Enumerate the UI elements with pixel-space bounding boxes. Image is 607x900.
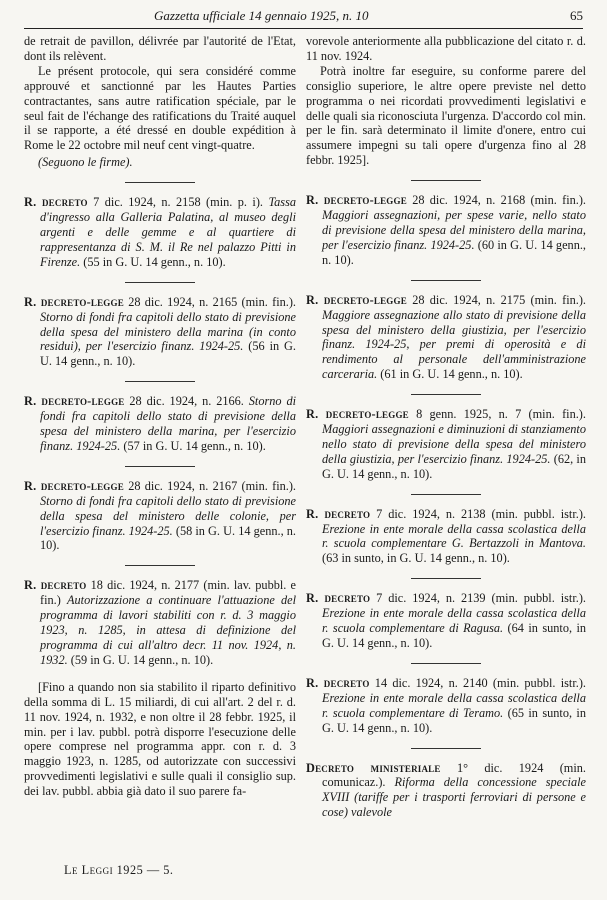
decree-desc: Erezione in ente morale della cassa scolastica della r. scuola complementare G. Bertazzoli in Mantova. (322, 521, 586, 551)
decree-ref: 14 dic. 1924, n. 2140 (min. pubbl. istr.). (374, 675, 587, 690)
decree-kind: R. decreto (306, 591, 371, 606)
separator (411, 280, 481, 281)
right-column (306, 34, 586, 821)
separator (411, 180, 481, 181)
bracket-note: [Fino a quando non sia stabilito il riparto definitivo della somma di L. 15 miliardi, di cui all'art. 2 del r. d. 11 nov. 1924, n. 1932, e non oltre il 28 febbr. 1925, il min. per i lav. pubbl. potrà disporre l'esecuzione delle opere comprese nel programma appr. con r. d. 3 maggio 1923, n. 1285, od autorizzate con successivi provvedimenti legislativi e sulle quali il consiglio sup. dei lav. pubbl. abbia già dato il suo parere fa- (24, 679, 296, 799)
decree-pub: (62, in G. U. 14 genn., n. 10). (322, 451, 586, 481)
decree-kind: R. decreto (306, 506, 371, 521)
separator (411, 394, 481, 395)
decree-desc: Maggiori assegnazioni e diminuzioni di stanziamento nello stato di previsione della spesa del ministero della giustizia, per l'esercizio finanz. 1924-25. (322, 422, 586, 466)
decree-pub: (56 in G. U. 14 genn., n. 10). (40, 339, 296, 369)
decree-entry (306, 193, 587, 268)
decree-pub: (58 in G. U. 14 genn., n. 10). (40, 523, 296, 553)
decree-kind: R. decreto-legge (24, 394, 125, 409)
decree-pub: (63 in sunto, in G. U. 14 genn., n. 10). (322, 551, 510, 566)
decree-entry (24, 478, 297, 554)
separator (125, 182, 195, 183)
decree-pub: (65 in sunto, in G. U. 14 genn., n. 10). (322, 705, 586, 735)
decree-kind: R. decreto-legge (306, 292, 407, 307)
decree-kind: Decreto ministeriale (306, 760, 441, 775)
decree-desc: Erezione in ente morale della cassa scolastica della r. scuola complementare di Ragusa. (322, 606, 586, 636)
signoff: (Seguono le firme). (38, 155, 133, 170)
decree-pub: (57 in G. U. 14 genn., n. 10). (123, 438, 266, 453)
page-number: 65 (570, 8, 583, 23)
decree-desc: Maggiore assegnazione allo stato di previsione della spesa del ministero della giustizia, per l'esercizio finanz. 1924-25, per premi di operosità e di rendimento al personale dell'amministrazione carceraria. (322, 307, 586, 382)
decree-entry (306, 675, 587, 736)
decree-pub: (64 in sunto, in G. U. 14 genn., n. 10). (322, 621, 587, 650)
decree-kind: R. decreto (24, 195, 88, 210)
decree-ref: 28 dic. 1924, n. 2165 (min. fin.). (128, 294, 297, 309)
separator (411, 748, 481, 749)
decree-desc: Storno di fondi fra capitoli dello stato di previsione della spesa del ministero della marina, per l'esercizio finanz. 1924-25. (40, 394, 297, 453)
decree-kind: R. decreto-legge (24, 478, 124, 493)
decree-entry (306, 506, 586, 567)
decree-kind: R. decreto-legge (24, 294, 124, 309)
decree-entry (306, 407, 586, 482)
decree-desc: Erezione in ente morale della cassa scolastica della r. scuola complementare di Teramo. (322, 690, 586, 720)
decree-ref: 18 dic. 1924, n. 2177 (min. lav. pubbl. e fin.) (40, 578, 296, 608)
decree-desc: Storno di fondi fra capitoli dello stato di previsione della spesa del ministero della marina (in conto residui), per l'esercizio finanz. 1924-25. (40, 309, 296, 354)
decree-entry (24, 394, 297, 454)
continued-paragraph-2: Potrà inoltre far eseguire, su conforme parere del consiglio superiore, le altre opere previste nel detto programma o nei ricordati provvedimenti legislativi e delle quali sia riconosciuta l'urgenza. D'accordo col min. per le fin. sarà determinato il limite d'onere, entro cui assumere impegni su tali opere d'urgenza fino al 28 febbr. 1925]. (306, 63, 586, 168)
decree-ref: 1° dic. 1924 (min. comunicaz.). (322, 760, 587, 790)
decree-entry (24, 294, 297, 370)
decree-kind: R. decreto-legge (306, 407, 409, 422)
separator (411, 494, 481, 495)
decree-entry (306, 591, 587, 651)
separator (125, 466, 195, 467)
decree-ref: 7 dic. 1924, n. 2139 (min. pubbl. istr.). (376, 591, 586, 606)
decree-pub: (55 in G. U. 14 genn., n. 10). (83, 254, 226, 269)
decree-desc: Storno di fondi fra capitoli dello stato di previsione della spesa del ministero delle colonie, per l'esercizio finanz. 1924-25. (40, 493, 296, 538)
decree-ref: 7 dic. 1924, n. 2158 (min. p. i). (93, 195, 264, 210)
decree-ref: 28 dic. 1924, n. 2168 (min. fin.). (412, 193, 587, 208)
decree-entry (24, 578, 296, 667)
decree-entry (24, 195, 297, 270)
decree-desc: Riforma della concessione speciale XVIII (tariffe per i trasporti ferroviari di persone e cose) valevole (322, 775, 586, 820)
separator (411, 578, 481, 579)
separator (125, 565, 195, 566)
decree-entry (306, 292, 587, 382)
decree-ref: 28 dic. 1924, n. 2167 (min. fin.). (128, 478, 297, 493)
separator (411, 663, 481, 664)
separator (125, 282, 195, 283)
decree-desc: Tassa d'ingresso alla Galleria Palatina, al museo degli argenti e delle gemme e al quartiere di rappresentanza di S. M. il Re nel palazzo Pitti in Firenze. (40, 195, 297, 269)
decree-ref: 28 dic. 1924, n. 2166. (129, 394, 244, 409)
header-rule (24, 28, 583, 29)
decree-kind: R. decreto (24, 578, 87, 593)
left-entries (24, 195, 296, 668)
decree-pub: (60 in G. U. 14 genn., n. 10). (322, 237, 586, 267)
intro-paragraph-1: de retrait de pavillon, délivrée par l'autorité de l'Etat, dont ils relèvent. (24, 34, 296, 63)
left-column (24, 34, 296, 799)
decree-pub: (59 in G. U. 14 genn., n. 10). (70, 652, 214, 667)
separator (125, 381, 195, 382)
decree-ref: 7 dic. 1924, n. 2138 (min. pubbl. istr.). (376, 506, 586, 521)
decree-desc: Autorizzazione a continuare l'attuazione del programma di lavori stabiliti con r. d. 3 maggio 1923, n. 1285, in attesa di definizione del programma di cui all'altro decr. 11 nov. 1924, n. 1932. (40, 593, 296, 667)
decree-desc: Maggiori assegnazioni, per spese varie, nello stato di previsione della spesa del ministero della marina, per l'esercizio finanz. 1924-25. (322, 208, 586, 252)
decree-pub: (61 in G. U. 14 genn., n. 10). (380, 367, 523, 382)
decree-entry (306, 760, 587, 821)
gazette-title: Gazzetta ufficiale 14 gennaio 1925, n. 10 (154, 8, 369, 23)
intro-paragraph-2: Le présent protocole, qui sera considéré comme approuvé et sanctionné par les Hautes Parties contractantes, sans autre ratification spéciale, par le seul fait de l'échange des ratifications du Traité auquel il se rapporte, a été dressé en double expédition à Rome le 22 octobre mil neuf cent vingt-quatre. (24, 63, 296, 153)
page-footer: Le Leggi 1925 — 5. (64, 863, 174, 877)
decree-ref: 8 genn. 1925, n. 7 (min. fin.). (416, 407, 586, 422)
continued-paragraph-1: vorevole anteriormente alla pubblicazione del citato r. d. 11 nov. 1924. (306, 34, 586, 63)
decree-ref: 28 dic. 1924, n. 2175 (min. fin.). (412, 292, 587, 307)
decree-kind: R. decreto-legge (306, 193, 407, 208)
page-header (24, 6, 583, 28)
decree-kind: R. decreto (306, 675, 370, 690)
